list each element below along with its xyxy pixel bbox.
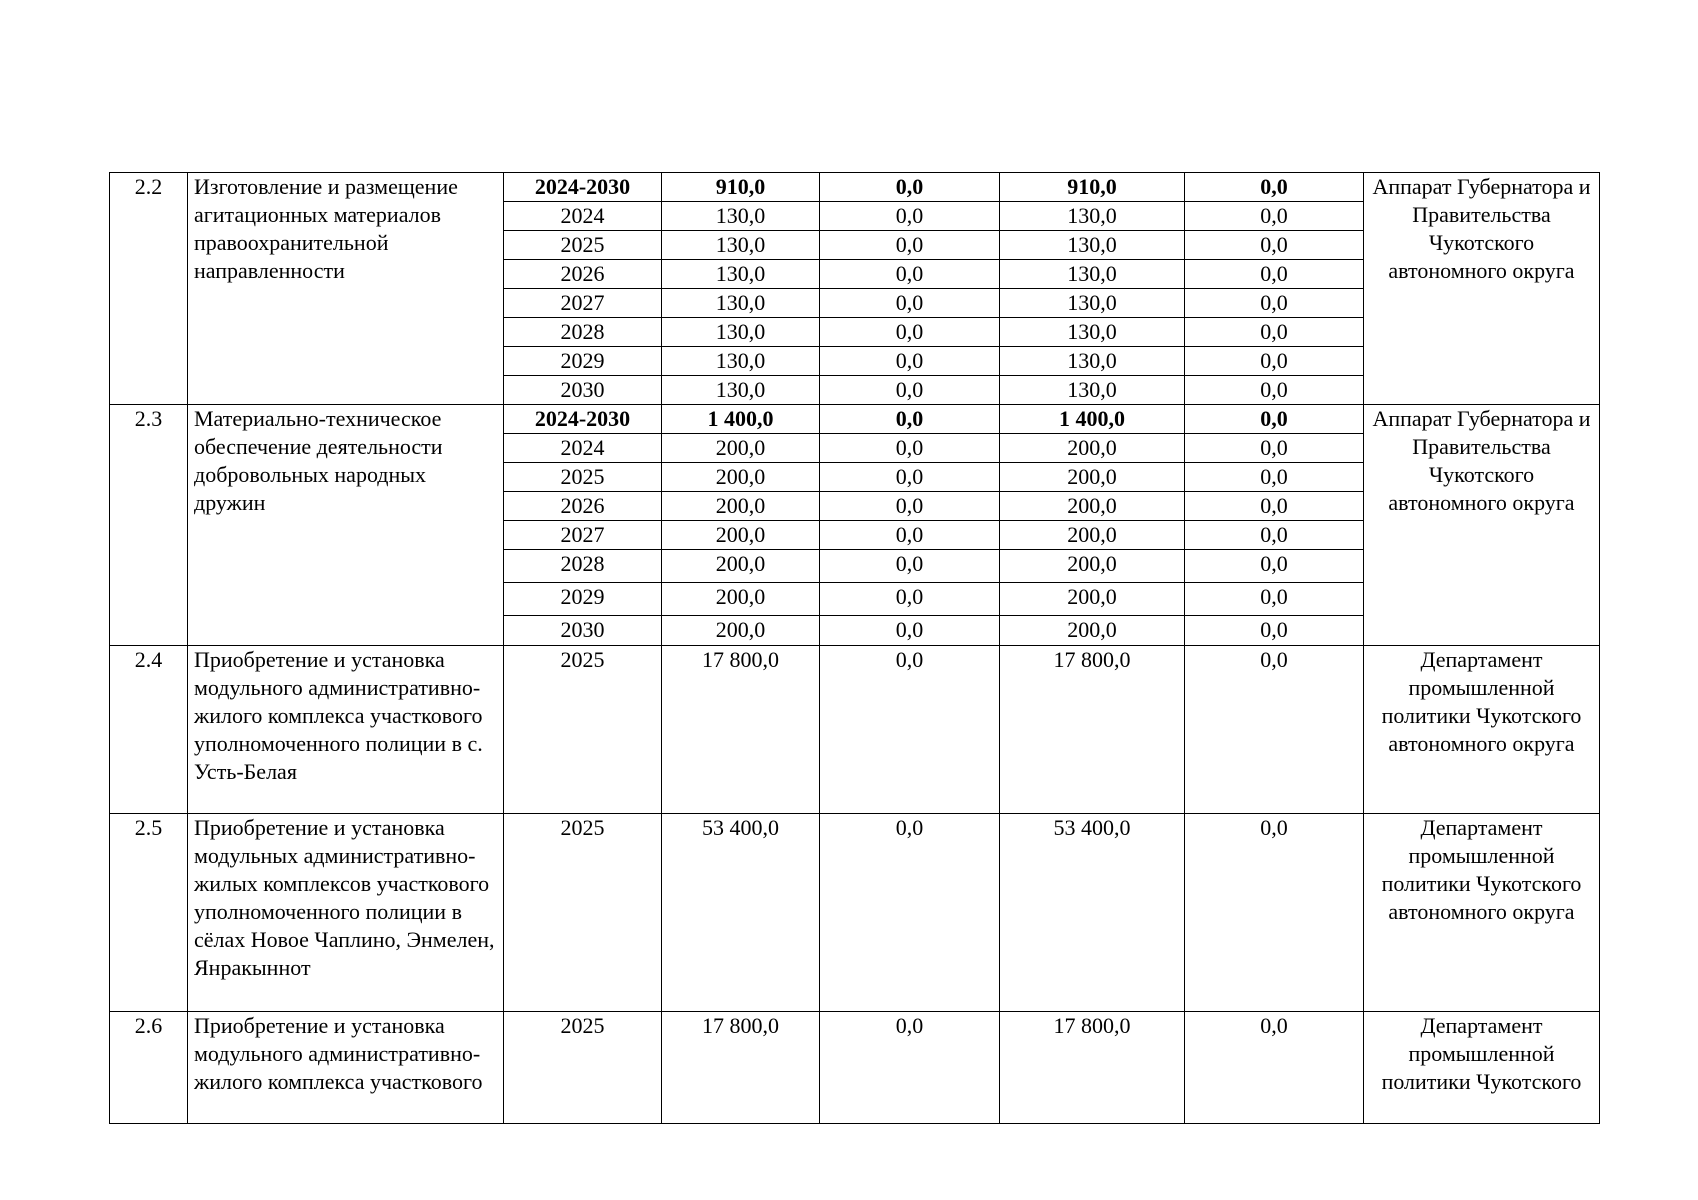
executor-cell: Департамент промышленной политики Чукотского автономного округа	[1364, 646, 1600, 814]
funding-source-cell: 0,0	[1185, 231, 1364, 260]
year-cell: 2025	[504, 1012, 662, 1124]
funding-source-cell: 0,0	[1185, 1012, 1364, 1124]
funding-source-cell: 0,0	[820, 521, 1000, 550]
activity-name-cell: Приобретение и установка модульных административно-жилых комплексов участкового уполномоченного полиции в сёлах Новое Чаплино, Энмелен, Янракыннот	[188, 814, 504, 1012]
total-amount-cell: 130,0	[662, 231, 820, 260]
funding-source-cell: 0,0	[1185, 492, 1364, 521]
funding-source-cell: 200,0	[1000, 434, 1185, 463]
funding-source-cell: 0,0	[820, 231, 1000, 260]
funding-source-cell: 0,0	[820, 550, 1000, 583]
funding-source-cell: 53 400,0	[1000, 814, 1185, 1012]
table-body	[110, 173, 1600, 1124]
funding-source-cell: 0,0	[1185, 173, 1364, 202]
funding-source-cell: 0,0	[1185, 521, 1364, 550]
total-amount-cell: 910,0	[662, 173, 820, 202]
funding-source-cell: 17 800,0	[1000, 646, 1185, 814]
funding-source-cell: 0,0	[1185, 347, 1364, 376]
program-activities-table	[109, 172, 1600, 1124]
executor-cell: Аппарат Губернатора и Правительства Чукотского автономного округа	[1364, 405, 1600, 646]
year-cell: 2025	[504, 463, 662, 492]
funding-source-cell: 0,0	[1185, 463, 1364, 492]
row-number-cell: 2.3	[110, 405, 188, 646]
year-cell: 2029	[504, 347, 662, 376]
funding-source-cell: 200,0	[1000, 583, 1185, 616]
total-amount-cell: 53 400,0	[662, 814, 820, 1012]
funding-source-cell: 130,0	[1000, 289, 1185, 318]
total-amount-cell: 130,0	[662, 202, 820, 231]
funding-source-cell: 0,0	[820, 814, 1000, 1012]
table-row	[110, 173, 1600, 202]
funding-source-cell: 0,0	[1185, 260, 1364, 289]
funding-source-cell: 0,0	[820, 318, 1000, 347]
funding-source-cell: 130,0	[1000, 231, 1185, 260]
funding-source-cell: 130,0	[1000, 347, 1185, 376]
funding-source-cell: 0,0	[820, 289, 1000, 318]
year-cell: 2025	[504, 814, 662, 1012]
total-amount-cell: 17 800,0	[662, 1012, 820, 1124]
funding-source-cell: 0,0	[820, 646, 1000, 814]
funding-source-cell: 0,0	[820, 376, 1000, 405]
total-amount-cell: 200,0	[662, 463, 820, 492]
funding-source-cell: 0,0	[820, 173, 1000, 202]
year-cell: 2026	[504, 492, 662, 521]
funding-source-cell: 0,0	[1185, 814, 1364, 1012]
funding-source-cell: 0,0	[1185, 616, 1364, 646]
activity-name-cell: Приобретение и установка модульного административно-жилого комплекса участкового	[188, 1012, 504, 1124]
year-cell: 2027	[504, 521, 662, 550]
activity-name-cell: Приобретение и установка модульного административно-жилого комплекса участкового уполномоченного полиции в с. Усть-Белая	[188, 646, 504, 814]
funding-source-cell: 0,0	[1185, 405, 1364, 434]
row-number-cell: 2.6	[110, 1012, 188, 1124]
funding-source-cell: 0,0	[820, 1012, 1000, 1124]
year-cell: 2026	[504, 260, 662, 289]
table-row	[110, 814, 1600, 1012]
funding-source-cell: 0,0	[1185, 646, 1364, 814]
funding-source-cell: 130,0	[1000, 202, 1185, 231]
year-cell: 2024	[504, 434, 662, 463]
funding-source-cell: 200,0	[1000, 521, 1185, 550]
row-number-cell: 2.2	[110, 173, 188, 405]
executor-cell: Департамент промышленной политики Чукотского автономного округа	[1364, 814, 1600, 1012]
funding-source-cell: 200,0	[1000, 492, 1185, 521]
row-number-cell: 2.5	[110, 814, 188, 1012]
year-cell: 2024-2030	[504, 405, 662, 434]
funding-source-cell: 0,0	[1185, 202, 1364, 231]
funding-source-cell: 200,0	[1000, 616, 1185, 646]
total-amount-cell: 17 800,0	[662, 646, 820, 814]
executor-cell: Департамент промышленной политики Чукотского	[1364, 1012, 1600, 1124]
funding-source-cell: 200,0	[1000, 463, 1185, 492]
total-amount-cell: 130,0	[662, 289, 820, 318]
funding-source-cell: 130,0	[1000, 318, 1185, 347]
year-cell: 2025	[504, 231, 662, 260]
year-cell: 2024-2030	[504, 173, 662, 202]
year-cell: 2029	[504, 583, 662, 616]
total-amount-cell: 1 400,0	[662, 405, 820, 434]
year-cell: 2027	[504, 289, 662, 318]
funding-source-cell: 17 800,0	[1000, 1012, 1185, 1124]
total-amount-cell: 200,0	[662, 521, 820, 550]
total-amount-cell: 130,0	[662, 260, 820, 289]
funding-source-cell: 130,0	[1000, 260, 1185, 289]
total-amount-cell: 200,0	[662, 583, 820, 616]
funding-source-cell: 0,0	[820, 260, 1000, 289]
activity-name-cell: Изготовление и размещение агитационных материалов правоохранительной направленности	[188, 173, 504, 405]
funding-source-cell: 130,0	[1000, 376, 1185, 405]
total-amount-cell: 130,0	[662, 347, 820, 376]
executor-cell: Аппарат Губернатора и Правительства Чукотского автономного округа	[1364, 173, 1600, 405]
total-amount-cell: 200,0	[662, 616, 820, 646]
table-row	[110, 1012, 1600, 1124]
total-amount-cell: 130,0	[662, 318, 820, 347]
year-cell: 2030	[504, 616, 662, 646]
total-amount-cell: 130,0	[662, 376, 820, 405]
funding-source-cell: 0,0	[820, 616, 1000, 646]
total-amount-cell: 200,0	[662, 492, 820, 521]
funding-source-cell: 910,0	[1000, 173, 1185, 202]
year-cell: 2028	[504, 550, 662, 583]
funding-source-cell: 0,0	[1185, 583, 1364, 616]
funding-source-cell: 0,0	[820, 405, 1000, 434]
row-number-cell: 2.4	[110, 646, 188, 814]
year-cell: 2030	[504, 376, 662, 405]
funding-source-cell: 0,0	[820, 492, 1000, 521]
table-row	[110, 405, 1600, 434]
funding-source-cell: 0,0	[820, 434, 1000, 463]
funding-source-cell: 0,0	[820, 202, 1000, 231]
funding-source-cell: 0,0	[820, 347, 1000, 376]
year-cell: 2025	[504, 646, 662, 814]
funding-source-cell: 1 400,0	[1000, 405, 1185, 434]
funding-source-cell: 0,0	[820, 463, 1000, 492]
funding-source-cell: 0,0	[1185, 289, 1364, 318]
table-row	[110, 646, 1600, 814]
year-cell: 2024	[504, 202, 662, 231]
funding-source-cell: 0,0	[1185, 550, 1364, 583]
year-cell: 2028	[504, 318, 662, 347]
funding-source-cell: 0,0	[1185, 318, 1364, 347]
funding-source-cell: 0,0	[820, 583, 1000, 616]
funding-source-cell: 200,0	[1000, 550, 1185, 583]
total-amount-cell: 200,0	[662, 434, 820, 463]
funding-source-cell: 0,0	[1185, 376, 1364, 405]
funding-source-cell: 0,0	[1185, 434, 1364, 463]
total-amount-cell: 200,0	[662, 550, 820, 583]
activity-name-cell: Материально-техническое обеспечение деятельности добровольных народных дружин	[188, 405, 504, 646]
